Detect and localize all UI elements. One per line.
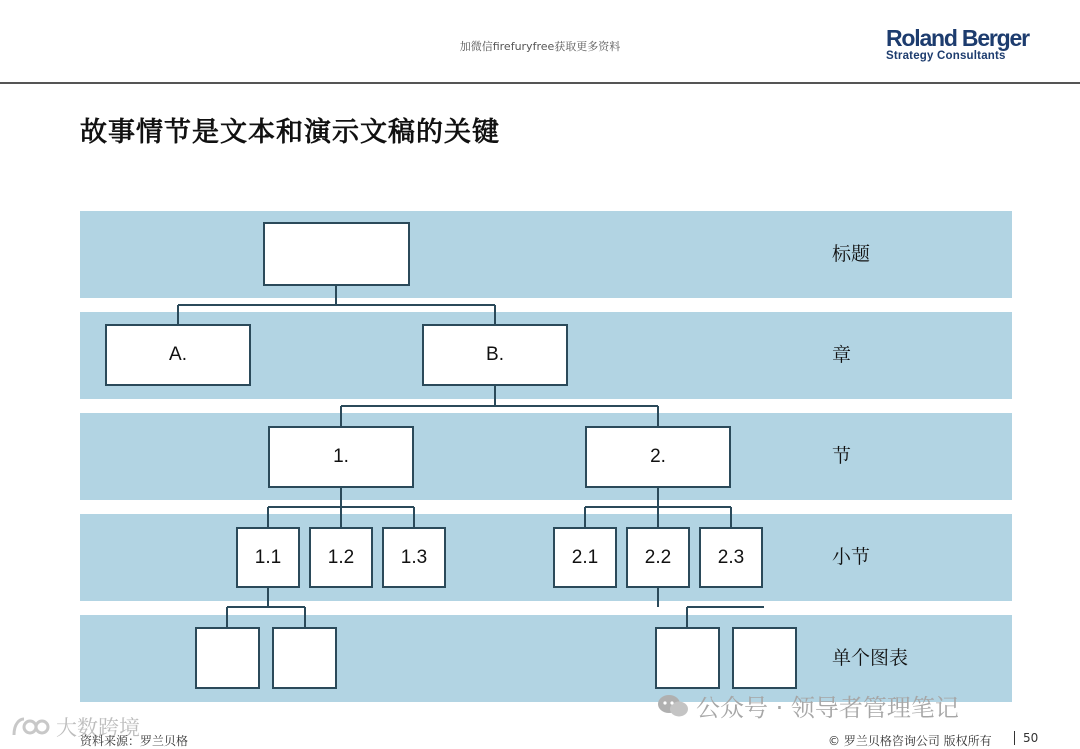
chapter-box-a: A. bbox=[105, 324, 251, 386]
watermark-left-text: 大数跨境 bbox=[56, 716, 140, 740]
connector-1-subsections bbox=[268, 488, 414, 527]
level-label-section: 节 bbox=[832, 445, 852, 467]
header-note: 加微信firefuryfree获取更多资料 bbox=[459, 40, 621, 53]
connector-1-1-charts bbox=[227, 588, 305, 627]
level-label-title: 标题 bbox=[832, 243, 871, 265]
subsection-box-1-2: 1.2 bbox=[309, 527, 373, 588]
copyright-note: © 罗兰贝格咨询公司 版权所有 bbox=[828, 734, 992, 748]
connector-b-sections bbox=[341, 386, 658, 426]
chapter-box-b: B. bbox=[422, 324, 568, 386]
level-label-chapter: 章 bbox=[832, 344, 852, 366]
source-note: 资料来源：罗兰贝格 bbox=[80, 734, 189, 748]
level-label-subsection: 小节 bbox=[832, 546, 871, 568]
chart-box-1 bbox=[195, 627, 260, 689]
subsection-box-1-3: 1.3 bbox=[382, 527, 446, 588]
title-box bbox=[263, 222, 410, 286]
connector-2-2-charts bbox=[658, 588, 764, 627]
chart-box-2 bbox=[272, 627, 337, 689]
subsection-box-1-1: 1.1 bbox=[236, 527, 300, 588]
chat-bubble-icon bbox=[656, 693, 690, 719]
subsection-box-2-1: 2.1 bbox=[553, 527, 617, 588]
logo-sub-text: Strategy Consultants bbox=[886, 50, 1006, 62]
connector-2-subsections bbox=[585, 488, 731, 527]
section-box-1: 1. bbox=[268, 426, 414, 488]
watermark-official-account bbox=[656, 688, 959, 723]
watermark-right-text: 公众号 · 领导者管理笔记 bbox=[696, 694, 959, 722]
chart-box-4 bbox=[732, 627, 797, 689]
page-title: 故事情节是文本和演示文稿的关键 bbox=[80, 117, 500, 148]
logo-main-text: Roland Berger bbox=[886, 25, 1029, 51]
brand-logo-icon bbox=[10, 715, 50, 739]
subsection-box-2-2: 2.2 bbox=[626, 527, 690, 588]
level-label-chart: 单个图表 bbox=[832, 647, 909, 669]
page-number: 50 bbox=[1014, 731, 1038, 745]
chart-box-3 bbox=[655, 627, 720, 689]
section-box-2: 2. bbox=[585, 426, 731, 488]
subsection-box-2-3: 2.3 bbox=[699, 527, 763, 588]
connector-title-chapters bbox=[178, 286, 495, 324]
